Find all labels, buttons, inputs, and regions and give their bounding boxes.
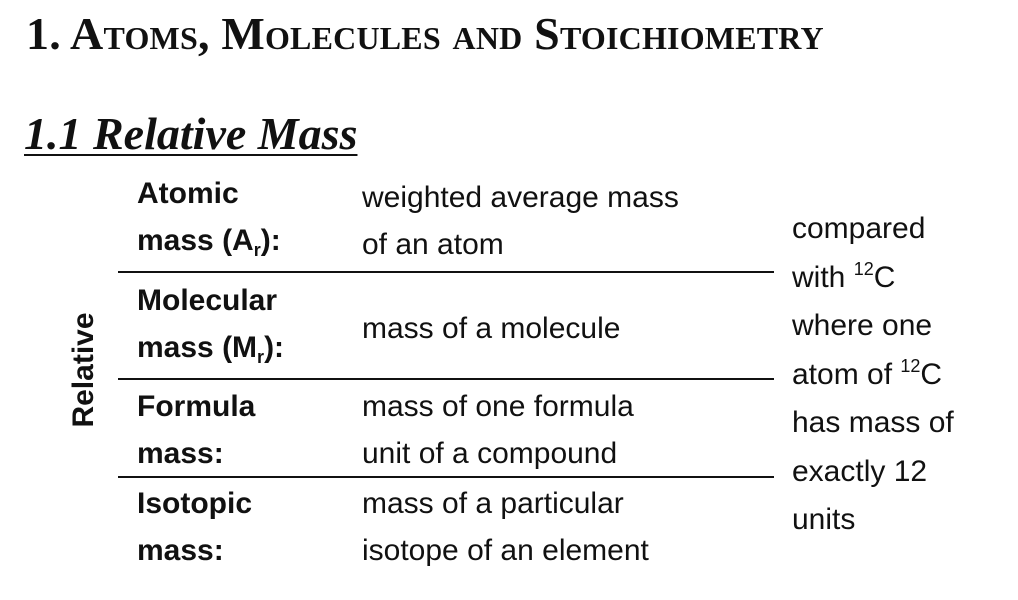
- term-atomic-mass-line2: [137, 217, 281, 264]
- note-line-4-element: C: [920, 357, 943, 391]
- row-divider: [118, 271, 774, 273]
- term-formula-mass: [137, 383, 255, 477]
- note-line-4-text: atom of: [792, 357, 901, 391]
- note-line-3: where one: [792, 309, 933, 342]
- comparison-note: [792, 205, 954, 545]
- definition-formula-mass-line1: mass of one formula: [362, 390, 634, 423]
- term-molecular-mass-suffix: ):: [264, 331, 285, 364]
- section-heading: 1. Atoms, Molecules and Stoichiometry: [26, 8, 824, 59]
- note-line-4-superscript: 12: [900, 355, 921, 376]
- row-divider: [118, 476, 774, 478]
- definition-atomic-mass-line2: of an atom: [362, 228, 504, 261]
- note-line-2-superscript: 12: [853, 258, 874, 279]
- note-line-7: units: [792, 503, 856, 536]
- term-isotopic-mass: [137, 480, 252, 574]
- term-molecular-mass: [137, 277, 284, 371]
- term-atomic-mass-text: mass (A: [137, 224, 254, 257]
- term-atomic-mass-line1: Atomic: [137, 177, 239, 210]
- definition-atomic-mass-line1: weighted average mass: [362, 181, 679, 214]
- definition-isotopic-mass-line1: mass of a particular: [362, 487, 624, 520]
- term-molecular-mass-line1: Molecular: [137, 284, 278, 317]
- definition-formula-mass-line2: unit of a compound: [362, 437, 618, 470]
- note-line-2: [792, 254, 954, 303]
- term-molecular-mass-subscript: r: [257, 347, 265, 367]
- definition-molecular-mass-line1: mass of a molecule: [362, 312, 621, 345]
- term-atomic-mass-subscript: r: [253, 240, 261, 260]
- term-molecular-mass-line2: [137, 324, 284, 371]
- note-line-5: has mass of: [792, 406, 954, 439]
- note-line-4: [792, 351, 954, 400]
- relative-side-label: Relative: [67, 312, 100, 428]
- term-formula-mass-line2: mass:: [137, 437, 224, 470]
- note-line-2-element: C: [873, 260, 896, 294]
- note-line-6: exactly 12: [792, 454, 928, 488]
- definition-molecular-mass: [362, 305, 620, 352]
- term-isotopic-mass-line2: mass:: [137, 534, 224, 567]
- definition-formula-mass: [362, 383, 634, 477]
- term-molecular-mass-text: mass (M: [137, 331, 258, 364]
- definition-atomic-mass: [362, 174, 679, 268]
- note-line-2-text: with: [792, 260, 854, 294]
- term-atomic-mass: [137, 170, 281, 264]
- definition-isotopic-mass-line2: isotope of an element: [362, 534, 649, 567]
- subsection-heading: 1.1 Relative Mass: [24, 108, 358, 159]
- definition-isotopic-mass: [362, 480, 649, 574]
- term-atomic-mass-suffix: ):: [260, 224, 281, 257]
- term-formula-mass-line1: Formula: [137, 390, 256, 423]
- term-isotopic-mass-line1: Isotopic: [137, 487, 253, 520]
- row-divider: [118, 378, 774, 380]
- note-line-1: compared: [792, 212, 926, 245]
